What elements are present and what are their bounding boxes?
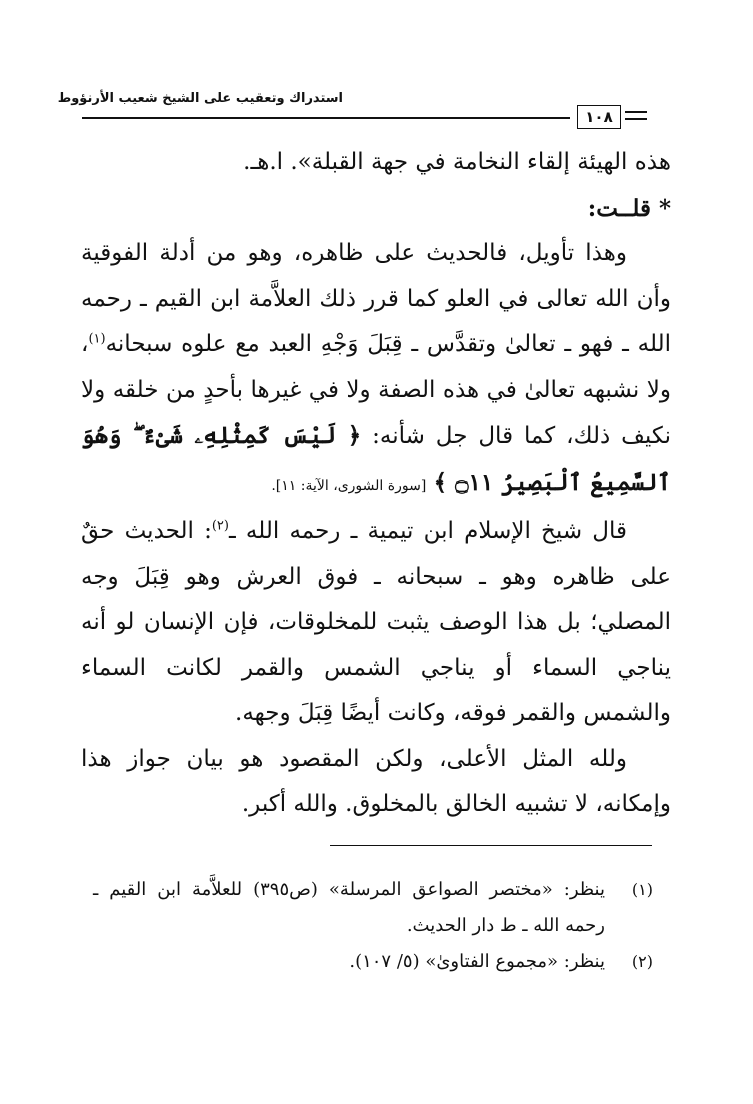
page-number-dash-bottom bbox=[625, 118, 647, 120]
sura-reference: [سورة الشورى، الآية: ١١]. bbox=[271, 477, 427, 494]
footnote-1-text: ينظر: «مختصر الصواعق المرسلة» (ص٣٩٥) للعلاَّمة ابن القيم ـ رحمه الله ـ ط دار الحديث. bbox=[93, 879, 605, 936]
paragraph-2-part-b: : الحديث حقٌ على ظاهره وهو ـ سبحانه ـ فوق العرش وهو قِبَلَ وجه المصلي؛ بل هذا الوصف يثبت للمخلوقات، فإن الإنسان لو أنه يناجي السماء أو يناجي الشمس والقمر لكانت السماء والشمس والقمر فوقه، وكانت أيضًا قِبَلَ وجهه. bbox=[81, 518, 671, 726]
header-rule bbox=[82, 117, 570, 119]
footnotes bbox=[93, 872, 653, 980]
running-header-title: استدراك وتعقيب على الشيخ شعيب الأرنؤوط bbox=[57, 91, 343, 106]
footnote-1 bbox=[93, 872, 653, 944]
qult-heading: * قلــت: bbox=[587, 194, 671, 222]
paragraph-2-part-a: قال شيخ الإسلام ابن تيمية ـ رحمه الله ـ bbox=[228, 518, 627, 544]
page-number-dash-top bbox=[625, 111, 647, 113]
footnote-2-text: ينظر: «مجموع الفتاوىٰ» (٥/ ١٠٧). bbox=[349, 951, 605, 972]
footnote-ref-2: (٢) bbox=[211, 518, 229, 534]
main-text bbox=[81, 140, 671, 828]
paragraph-1-part-b: ، ولا نشبهه تعالىٰ في هذه الصفة ولا في غيرها بأحدٍ من خلقه ولا نكيف ذلك، كما قال جل شأنه: bbox=[81, 331, 671, 449]
opening-line: هذه الهيئة إلقاء النخامة في جهة القبلة». ا.هـ. bbox=[243, 149, 671, 175]
footnote-ref-1: (١) bbox=[88, 331, 106, 347]
footnote-1-number: (١) bbox=[631, 880, 653, 899]
paragraph-3: ولله المثل الأعلى، ولكن المقصود هو بيان جواز هذا وإمكانه، لا تشبيه الخالق بالمخلوق. والله أكبر. bbox=[81, 745, 671, 817]
paragraph-2 bbox=[81, 509, 671, 737]
paragraph-1 bbox=[81, 231, 671, 509]
footnote-2-number: (٢) bbox=[631, 952, 653, 971]
footnote-2 bbox=[93, 944, 653, 980]
quran-verse: ﴿ لَيْسَ كَمِثْلِهِۦ شَىْءٌ ۖ وَهُوَ ٱلسَّمِيعُ ٱلْبَصِيرُ ۝١١ ﴾ bbox=[81, 422, 671, 496]
paragraph-1-part-a: وهذا تأويل، فالحديث على ظاهره، وهو من أدلة الفوقية وأن الله تعالى في العلو كما قرر ذلك العلاَّمة ابن القيم ـ رحمه الله ـ فهو ـ تعالىٰ وتقدَّس ـ قِبَلَ وَجْهِ العبد مع علوه سبحانه bbox=[81, 240, 671, 357]
page-number-box: ١٠٨ bbox=[577, 105, 621, 129]
footnote-rule bbox=[330, 845, 652, 846]
